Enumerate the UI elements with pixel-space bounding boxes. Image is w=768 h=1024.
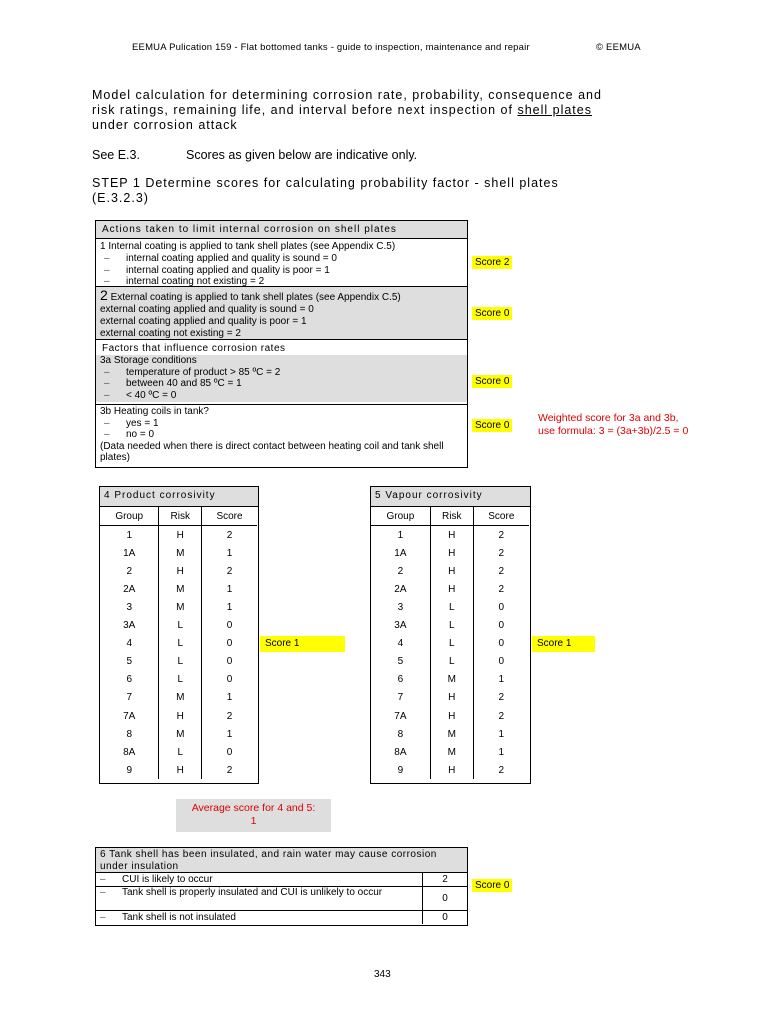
score-section-6: Score 0: [472, 879, 512, 892]
score-cell: 0: [226, 746, 233, 758]
intro-underlined-term: shell plates: [517, 103, 592, 117]
section-2-item: external coating applied and quality is sound = 0: [100, 304, 314, 315]
header-title: EEMUA Pulication 159 - Flat bottomed tanks - guide to inspection, maintenance and repair: [132, 42, 530, 53]
section-3b: 3b Heating coils in tank? – yes = 1 – no = 0 (Data needed when there is direct contact between heating coil and tank shell plates): [96, 405, 467, 464]
score-cell: 0: [498, 638, 505, 650]
score-cell: 2: [226, 565, 233, 577]
group-cell: 9: [100, 761, 159, 779]
score-cell: 0: [226, 620, 233, 632]
section-3a-item: temperature of product > 85 ºC = 2: [126, 366, 281, 378]
table-row: [100, 562, 257, 580]
group-cell: 3A: [100, 617, 159, 635]
average-box: [176, 799, 331, 832]
score-cell: 2: [498, 547, 505, 559]
section-2-title: External coating is applied to tank shell plates (see Appendix C.5): [110, 292, 401, 303]
table-row: [371, 580, 529, 598]
group-cell: 3: [371, 598, 430, 616]
score-section-2: Score 0: [472, 307, 512, 320]
score-cell: 0: [226, 638, 233, 650]
group-cell: 2: [371, 562, 430, 580]
section-3b-item: yes = 1: [126, 417, 159, 429]
risk-cell: M: [430, 743, 473, 761]
header-copyright: © EEMUA: [596, 42, 641, 53]
intro-line-2: risk ratings, remaining life, and interval before next inspection of: [92, 103, 518, 117]
score-cell: 2: [498, 710, 505, 722]
section-3a-item: < 40 ºC = 0: [126, 389, 177, 401]
group-cell: 5: [100, 653, 159, 671]
table-row: [371, 743, 529, 761]
table-row: [371, 761, 529, 779]
table-row: [100, 598, 257, 616]
table-row: [100, 544, 257, 562]
table-row: [100, 689, 257, 707]
section-1-item: internal coating applied and quality is sound = 0: [126, 253, 337, 264]
section-2-number: 2: [100, 287, 108, 303]
table-row: [371, 562, 529, 580]
insulation-label: CUI is likely to occur: [122, 874, 213, 885]
risk-cell: L: [159, 653, 202, 671]
group-cell: 8: [100, 725, 159, 743]
table-row: [100, 635, 257, 653]
product-table-grid: [100, 507, 257, 779]
table-row: [371, 635, 529, 653]
vapour-table-title: 5 Vapour corrosivity: [370, 486, 531, 507]
table-row: [371, 725, 529, 743]
group-cell: 9: [371, 761, 430, 779]
score-product: Score 1: [260, 636, 345, 652]
risk-cell: L: [430, 617, 473, 635]
risk-cell: H: [430, 526, 473, 545]
insulation-value: 0: [442, 893, 448, 904]
risk-cell: M: [159, 598, 202, 616]
score-cell: 0: [498, 602, 505, 614]
risk-cell: H: [430, 689, 473, 707]
step1-line-2: (E.3.2.3): [92, 191, 149, 205]
score-cell: 2: [226, 764, 233, 776]
see-note: Scores as given below are indicative only.: [186, 148, 418, 162]
table-row: [371, 689, 529, 707]
risk-cell: H: [430, 707, 473, 725]
risk-cell: M: [159, 580, 202, 598]
score-cell: 1: [226, 583, 233, 595]
group-cell: 4: [371, 635, 430, 653]
column-header: Group: [371, 507, 430, 526]
table-row: [371, 671, 529, 689]
section-1-item: internal coating applied and quality is poor = 1: [126, 264, 330, 276]
group-cell: 3: [100, 598, 159, 616]
section-3b-item: no = 0: [126, 429, 155, 440]
risk-cell: H: [430, 562, 473, 580]
section-3b-title: 3b Heating coils in tank?: [100, 406, 209, 417]
score-cell: 2: [498, 583, 505, 595]
risk-cell: M: [159, 544, 202, 562]
section-2-item: external coating applied and quality is poor = 1: [100, 316, 307, 327]
risk-cell: M: [159, 725, 202, 743]
group-cell: 4: [100, 635, 159, 653]
risk-cell: H: [159, 526, 202, 545]
insulation-box: [95, 847, 468, 926]
table-row: [100, 653, 257, 671]
score-cell: 0: [226, 674, 233, 686]
risk-cell: M: [430, 671, 473, 689]
group-cell: 3A: [371, 617, 430, 635]
table-row: [100, 617, 257, 635]
table-row: [100, 725, 257, 743]
score-cell: 2: [226, 710, 233, 722]
step1-heading: [92, 176, 652, 206]
score-cell: 2: [498, 565, 505, 577]
section-1: 1 Internal coating is applied to tank shell plates (see Appendix C.5) – internal coating applied and quality is sound = 0 – internal coating applied and quality is poor = 1 – internal coating not existing = 2: [96, 239, 467, 287]
score-cell: 1: [226, 602, 233, 614]
risk-cell: L: [159, 671, 202, 689]
risk-cell: L: [159, 635, 202, 653]
risk-cell: H: [430, 761, 473, 779]
table-row: [371, 617, 529, 635]
insulation-label: Tank shell is properly insulated and CUI is unlikely to occur: [122, 887, 383, 898]
vapour-table: [370, 506, 531, 784]
insulation-row: – Tank shell is not insulated 0: [96, 911, 467, 924]
risk-cell: H: [159, 707, 202, 725]
score-section-3a: Score 0: [472, 375, 512, 388]
weighted-line-2: use formula: 3 = (3a+3b)/2.5 = 0: [538, 425, 689, 437]
section-3a-item: between 40 and 85 ºC = 1: [126, 378, 242, 389]
weighted-note: [538, 412, 688, 438]
risk-cell: L: [159, 743, 202, 761]
table-row: [371, 653, 529, 671]
actions-box: [95, 220, 468, 468]
risk-cell: L: [430, 635, 473, 653]
score-section-3b: Score 0: [472, 419, 512, 432]
insulation-row: – Tank shell is properly insulated and CUI is unlikely to occur 0: [96, 887, 467, 911]
group-cell: 6: [100, 671, 159, 689]
table-row: [100, 707, 257, 725]
group-cell: 2A: [371, 580, 430, 598]
factors-title: Factors that influence corrosion rates: [102, 343, 286, 354]
group-cell: 7: [100, 689, 159, 707]
section-2: [96, 287, 467, 340]
group-cell: 1: [371, 526, 430, 545]
section-3b-note: (Data needed when there is direct contact between heating coil and tank shell plates): [100, 440, 444, 463]
score-cell: 2: [226, 529, 233, 541]
insulation-value: 2: [442, 874, 448, 885]
score-cell: 2: [498, 764, 505, 776]
group-cell: 1A: [100, 544, 159, 562]
page-number: 343: [374, 969, 391, 980]
insulation-value: 0: [442, 912, 448, 923]
risk-cell: M: [430, 725, 473, 743]
risk-cell: H: [430, 544, 473, 562]
insulation-row: – CUI is likely to occur 2: [96, 873, 467, 887]
see-line: [92, 148, 692, 162]
score-cell: 0: [498, 620, 505, 632]
column-header: Group: [100, 507, 159, 526]
step1-line-1: STEP 1 Determine scores for calculating probability factor - shell plates: [92, 176, 559, 190]
group-cell: 5: [371, 653, 430, 671]
table-row: [100, 526, 257, 545]
column-header: Score: [473, 507, 529, 526]
risk-cell: M: [159, 689, 202, 707]
risk-cell: H: [430, 580, 473, 598]
insulation-label: Tank shell is not insulated: [122, 912, 236, 923]
actions-heading: Actions taken to limit internal corrosion on shell plates: [96, 221, 467, 239]
column-header: Risk: [430, 507, 473, 526]
score-cell: 2: [498, 529, 505, 541]
score-cell: 2: [498, 692, 505, 704]
risk-cell: L: [159, 617, 202, 635]
score-cell: 0: [226, 656, 233, 668]
section-3a: Factors that influence corrosion rates 3a Storage conditions – temperature of product > 85 ºC = 2 – between 40 and 85 ºC = 1 – < 40 ºC = 0: [96, 340, 467, 405]
average-line-2: 1: [250, 815, 257, 827]
risk-cell: L: [430, 598, 473, 616]
table-row: [371, 598, 529, 616]
section-1-title: 1 Internal coating is applied to tank shell plates (see Appendix C.5): [100, 241, 396, 252]
group-cell: 2A: [100, 580, 159, 598]
score-cell: 0: [498, 656, 505, 668]
score-cell: 1: [226, 692, 233, 704]
column-header: Risk: [159, 507, 202, 526]
group-cell: 7A: [100, 707, 159, 725]
section-1-item: internal coating not existing = 2: [126, 276, 265, 287]
table-row: [371, 526, 529, 545]
column-header: Score: [202, 507, 257, 526]
group-cell: 7A: [371, 707, 430, 725]
group-cell: 8A: [371, 743, 430, 761]
insulation-title: 6 Tank shell has been insulated, and rain water may cause corrosion under insulation: [96, 848, 467, 873]
intro-line-3: under corrosion attack: [92, 118, 238, 132]
table-row: [100, 761, 257, 779]
table-row: [371, 707, 529, 725]
see-ref: See E.3.: [92, 148, 140, 162]
weighted-line-1: Weighted score for 3a and 3b,: [538, 412, 679, 424]
product-table-title: 4 Product corrosivity: [99, 486, 259, 507]
intro-text: [92, 88, 692, 133]
group-cell: 8A: [100, 743, 159, 761]
group-cell: 1A: [371, 544, 430, 562]
intro-line-1: Model calculation for determining corrosion rate, probability, consequence and: [92, 88, 602, 102]
group-cell: 6: [371, 671, 430, 689]
score-cell: 1: [226, 728, 233, 740]
score-section-1: Score 2: [472, 256, 512, 269]
score-cell: 1: [498, 674, 505, 686]
section-3a-title: 3a Storage conditions: [100, 355, 197, 366]
group-cell: 1: [100, 526, 159, 545]
risk-cell: L: [430, 653, 473, 671]
score-cell: 1: [498, 746, 505, 758]
score-cell: 1: [498, 728, 505, 740]
group-cell: 7: [371, 689, 430, 707]
score-cell: 1: [226, 547, 233, 559]
product-table: [99, 506, 259, 784]
risk-cell: H: [159, 562, 202, 580]
section-2-item: external coating not existing = 2: [100, 328, 241, 339]
average-line-1: Average score for 4 and 5:: [191, 802, 316, 814]
group-cell: 8: [371, 725, 430, 743]
table-row: [371, 544, 529, 562]
score-vapour: Score 1: [532, 636, 595, 652]
table-row: [100, 671, 257, 689]
group-cell: 2: [100, 562, 159, 580]
vapour-table-grid: [371, 507, 529, 779]
risk-cell: H: [159, 761, 202, 779]
table-row: [100, 580, 257, 598]
table-row: [100, 743, 257, 761]
